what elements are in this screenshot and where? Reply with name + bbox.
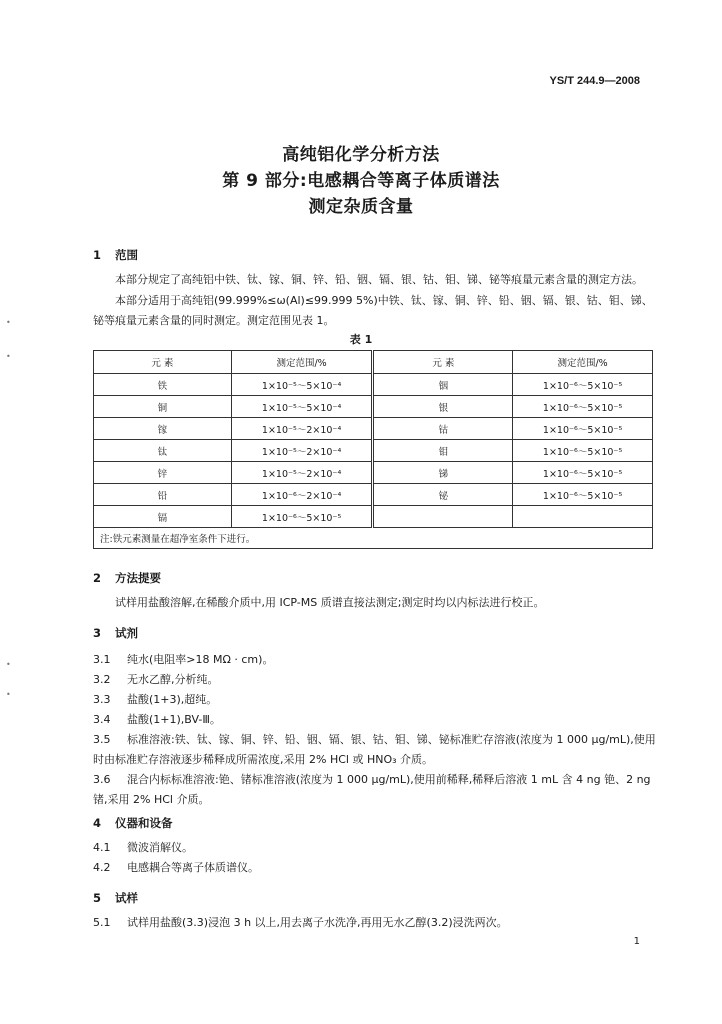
range-cell xyxy=(513,506,653,528)
range-cell: 1×10⁻⁵～5×10⁻⁴ xyxy=(231,396,373,418)
table-caption: 表 1 xyxy=(349,333,373,346)
list-item xyxy=(93,670,656,690)
item-text: 试样用盐酸(3.3)浸泡 3 h 以上,用去离子水洗净,再用无水乙醇(3.2)浸洗两次。 xyxy=(127,916,508,929)
section-number: 3 xyxy=(93,626,102,640)
table-row xyxy=(94,374,653,396)
item-number: 4.1 xyxy=(93,841,111,854)
section-title: 仪器和设备 xyxy=(115,816,173,830)
range-cell: 1×10⁻⁶～2×10⁻⁴ xyxy=(231,484,373,506)
range-cell: 1×10⁻⁵～2×10⁻⁴ xyxy=(231,440,373,462)
item-text: 纯水(电阻率>18 MΩ · cm)。 xyxy=(127,653,274,666)
section-2-paragraph: 试样用盐酸溶解,在稀酸介质中,用 ICP-MS 质谱直接法测定;测定时均以内标法进行校正。 xyxy=(115,596,545,609)
item-number: 3.1 xyxy=(93,653,111,666)
table-header-cell: 元 素 xyxy=(94,351,232,374)
section-number: 2 xyxy=(93,571,102,585)
item-text: 标准溶液:铁、钛、镓、铜、锌、铅、铟、镉、银、钴、钼、锑、铋标准贮存溶液(浓度为 1 000 μg/mL),使用时由标准贮存溶液逐步稀释成所需浓度,采用 2% HCl 或 HNO₃ 介质。 xyxy=(93,733,656,766)
table-row xyxy=(94,396,653,418)
document-title xyxy=(0,142,722,220)
list-item xyxy=(93,913,656,933)
range-cell: 1×10⁻⁵～5×10⁻⁴ xyxy=(231,374,373,396)
section-title: 试样 xyxy=(115,891,138,905)
range-cell: 1×10⁻⁵～2×10⁻⁴ xyxy=(231,418,373,440)
section-2-heading xyxy=(93,570,161,586)
table-note-row xyxy=(94,528,653,549)
range-cell: 1×10⁻⁶～5×10⁻⁵ xyxy=(513,418,653,440)
item-number: 5.1 xyxy=(93,916,111,929)
item-text: 无水乙醇,分析纯。 xyxy=(127,673,219,686)
list-item xyxy=(93,770,656,810)
item-number: 3.3 xyxy=(93,693,111,706)
range-cell: 1×10⁻⁶～5×10⁻⁵ xyxy=(513,374,653,396)
table-row xyxy=(94,506,653,528)
item-number: 3.5 xyxy=(93,733,111,746)
section-number: 1 xyxy=(93,248,102,262)
element-cell: 钛 xyxy=(94,440,232,462)
section-1-paragraph-1: 本部分规定了高纯铝中铁、钛、镓、铜、锌、铅、铟、镉、银、钴、钼、锑、铋等痕量元素含量的测定方法。 xyxy=(115,273,643,286)
table-row xyxy=(94,440,653,462)
table-header-cell: 测定范围/% xyxy=(231,351,373,374)
title-line-3: 测定杂质含量 xyxy=(308,197,414,217)
element-cell: 锑 xyxy=(373,462,513,484)
element-cell: 钼 xyxy=(373,440,513,462)
item-text: 电感耦合等离子体质谱仪。 xyxy=(127,861,259,874)
standard-code: YS/T 244.9—2008 xyxy=(549,75,640,87)
element-cell: 铋 xyxy=(373,484,513,506)
item-text: 混合内标标准溶液:铯、锗标准溶液(浓度为 1 000 μg/mL),使用前稀释,稀释后溶液 1 mL 含 4 ng 铯、2 ng 锗,采用 2% HCl 介质。 xyxy=(93,773,651,806)
table-row xyxy=(94,462,653,484)
list-item xyxy=(93,730,656,770)
section-1-heading xyxy=(93,247,138,263)
section-1-paragraph-2: 本部分适用于高纯铝(99.999%≤ω(Al)≤99.999 5%)中铁、钛、镓、铜、锌、铅、铟、镉、银、钴、钼、锑、铋等痕量元素含量的同时测定。测定范围见表 1。 xyxy=(93,294,653,327)
section-4-heading xyxy=(93,815,173,831)
measurement-range-table xyxy=(93,350,653,549)
title-line-1: 高纯铝化学分析方法 xyxy=(282,145,440,165)
list-item xyxy=(93,650,656,670)
table-header-cell: 元 素 xyxy=(373,351,513,374)
binding-mark: • xyxy=(6,660,11,669)
section-title: 方法提要 xyxy=(115,571,161,585)
table-header-row xyxy=(94,351,653,374)
range-cell: 1×10⁻⁶～5×10⁻⁵ xyxy=(513,462,653,484)
element-cell xyxy=(373,506,513,528)
table-header-cell: 测定范围/% xyxy=(513,351,653,374)
element-cell: 镓 xyxy=(94,418,232,440)
element-cell: 铁 xyxy=(94,374,232,396)
element-cell: 铜 xyxy=(94,396,232,418)
item-number: 3.2 xyxy=(93,673,111,686)
list-item xyxy=(93,858,656,878)
section-number: 4 xyxy=(93,816,102,830)
section-number: 5 xyxy=(93,891,102,905)
element-cell: 钴 xyxy=(373,418,513,440)
element-cell: 铅 xyxy=(94,484,232,506)
range-cell: 1×10⁻⁶～5×10⁻⁵ xyxy=(513,440,653,462)
section-3-heading xyxy=(93,625,138,641)
range-cell: 1×10⁻⁵～2×10⁻⁴ xyxy=(231,462,373,484)
section-title: 试剂 xyxy=(115,626,138,640)
element-cell: 银 xyxy=(373,396,513,418)
binding-mark: • xyxy=(6,352,11,361)
element-cell: 镉 xyxy=(94,506,232,528)
item-text: 微波消解仪。 xyxy=(127,841,193,854)
table-row xyxy=(94,484,653,506)
table-note: 注:铁元素测量在超净室条件下进行。 xyxy=(94,528,653,549)
section-5-heading xyxy=(93,890,138,906)
item-number: 4.2 xyxy=(93,861,111,874)
title-line-2: 第 9 部分:电感耦合等离子体质谱法 xyxy=(222,171,500,191)
table-row xyxy=(94,418,653,440)
section-title: 范围 xyxy=(115,248,138,262)
list-item xyxy=(93,838,656,858)
binding-mark: • xyxy=(6,690,11,699)
item-number: 3.4 xyxy=(93,713,111,726)
list-item xyxy=(93,690,656,710)
element-cell: 铟 xyxy=(373,374,513,396)
page-number: 1 xyxy=(633,936,640,947)
element-cell: 锌 xyxy=(94,462,232,484)
range-cell: 1×10⁻⁶～5×10⁻⁵ xyxy=(513,396,653,418)
item-number: 3.6 xyxy=(93,773,111,786)
range-cell: 1×10⁻⁶～5×10⁻⁵ xyxy=(513,484,653,506)
range-cell: 1×10⁻⁶～5×10⁻⁵ xyxy=(231,506,373,528)
binding-mark: • xyxy=(6,318,11,327)
item-text: 盐酸(1+3),超纯。 xyxy=(127,693,218,706)
item-text: 盐酸(1+1),BV-Ⅲ。 xyxy=(127,713,221,726)
list-item xyxy=(93,710,656,730)
